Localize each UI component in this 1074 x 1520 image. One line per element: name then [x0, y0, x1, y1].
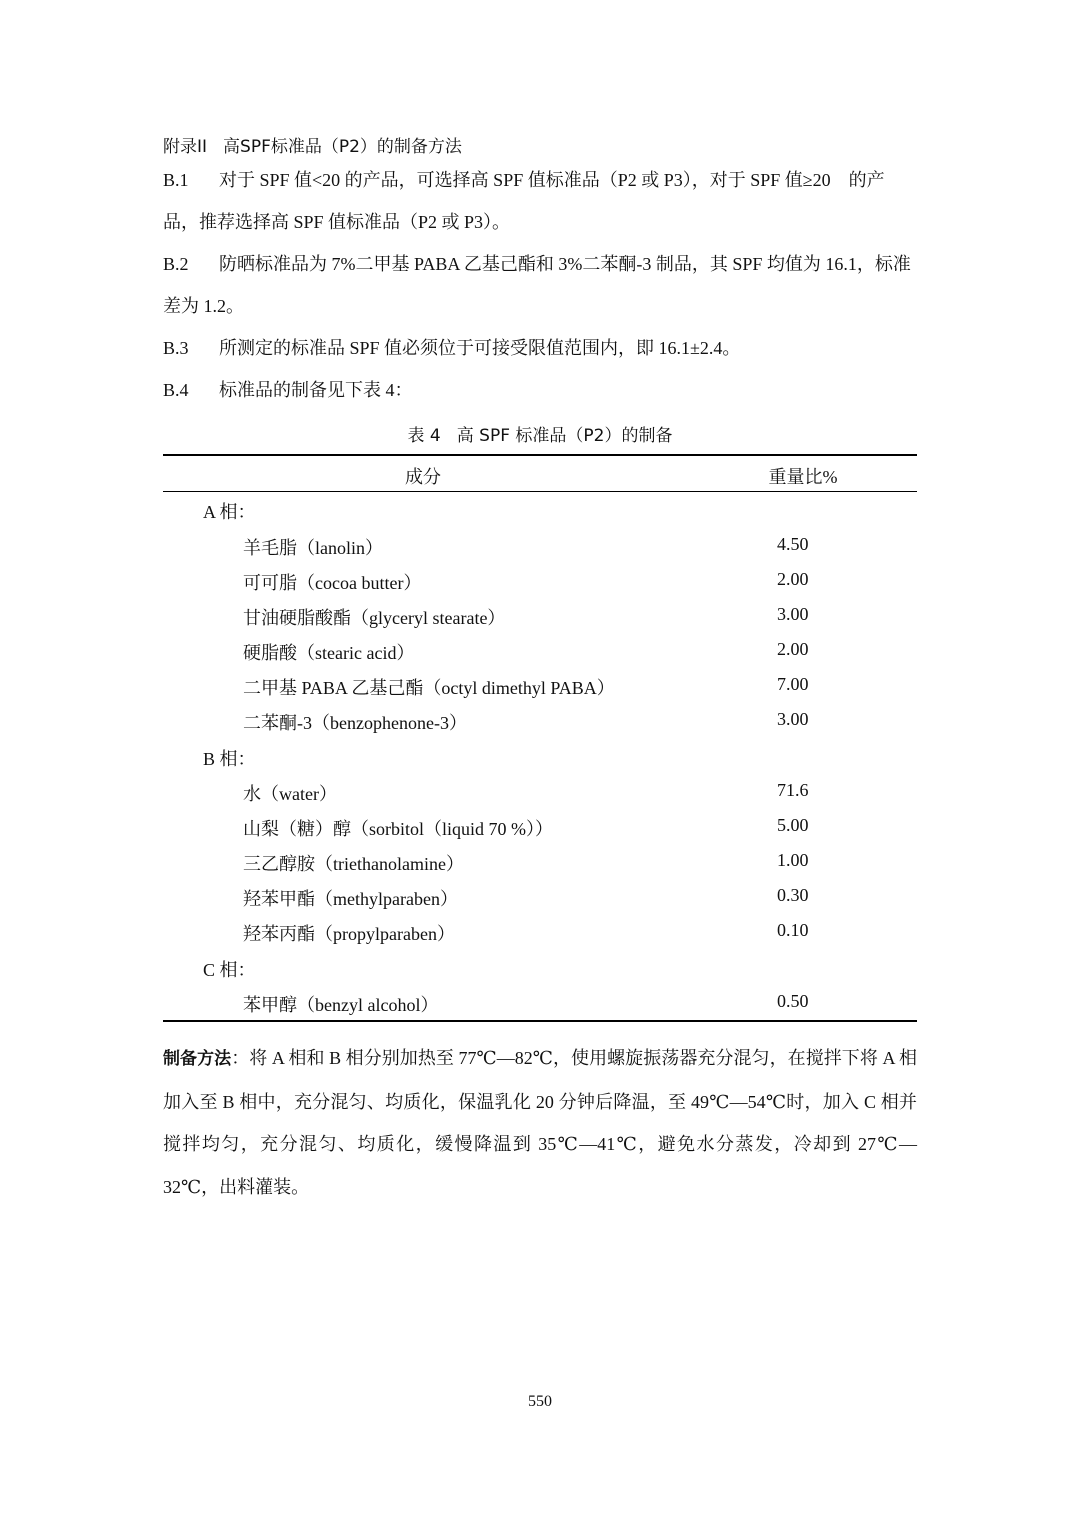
ingredient-weight: 0.30	[777, 885, 809, 905]
table-row-phase	[163, 498, 917, 533]
table-row	[163, 885, 917, 920]
ingredient-name: 羊毛脂（lanolin）	[243, 538, 383, 558]
table-row	[163, 815, 917, 850]
phase-label: A 相：	[203, 502, 256, 522]
ingredient-weight: 7.00	[777, 674, 809, 694]
ingredient-weight: 3.00	[777, 709, 809, 729]
table-row	[163, 674, 917, 709]
ingredient-weight: 2.00	[777, 569, 809, 589]
preparation-method	[163, 1037, 917, 1208]
phase-label: B 相：	[203, 749, 256, 769]
ingredient-weight: 71.6	[777, 780, 809, 800]
appendix-label: 附录II	[163, 137, 208, 157]
table-bottom-rule	[163, 1020, 917, 1022]
table-caption-number: 表 4	[407, 426, 441, 446]
paragraph-text: 对于 SPF 值<20 的产品，可选择高 SPF 值标准品（P2 或 P3），对于 SPF 值≥20 的产品，推荐选择高 SPF 值标准品（P2 或 P3）。	[163, 170, 885, 232]
table-row	[163, 850, 917, 885]
table-row	[163, 569, 917, 604]
ingredient-weight: 0.50	[777, 991, 809, 1011]
table-row	[163, 920, 917, 955]
page-number: 550	[528, 1393, 552, 1410]
ingredient-name: 三乙醇胺（triethanolamine）	[243, 854, 464, 874]
ingredient-name: 水（water）	[243, 784, 337, 804]
paragraph-b4	[163, 369, 917, 411]
document-page	[163, 0, 917, 1520]
ingredient-name: 二苯酮-3（benzophenone-3）	[243, 713, 467, 733]
table-top-rule	[163, 454, 917, 456]
paragraph-b2	[163, 243, 917, 327]
ingredient-name: 山梨（糖）醇（sorbitol（liquid 70 %））	[243, 819, 553, 839]
ingredient-weight: 4.50	[777, 534, 809, 554]
table-row	[163, 639, 917, 674]
ingredient-name: 羟苯丙酯（propylparaben）	[243, 924, 455, 944]
ingredient-name: 羟苯甲酯（methylparaben）	[243, 889, 458, 909]
paragraph-b3	[163, 327, 917, 369]
method-label: 制备方法	[163, 1049, 232, 1069]
paragraph-number: B.3	[163, 338, 189, 358]
table-row	[163, 534, 917, 569]
table-row-phase	[163, 745, 917, 780]
table-caption-title: 高 SPF 标准品（P2）的制备	[456, 426, 673, 446]
ingredient-weight: 1.00	[777, 850, 809, 870]
paragraph-number: B.1	[163, 170, 189, 190]
table-caption	[163, 421, 917, 446]
ingredient-name: 甘油硬脂酸酯（glyceryl stearate）	[243, 608, 506, 628]
table-row	[163, 604, 917, 639]
paragraph-text: 防晒标准品为 7%二甲基 PABA 乙基己酯和 3%二苯酮-3 制品，其 SPF 均值为 16.1，标准差为 1.2。	[163, 254, 911, 316]
paragraph-text: 所测定的标准品 SPF 值必须位于可接受限值范围内，即 16.1±2.4。	[219, 338, 741, 358]
table-row	[163, 709, 917, 744]
ingredient-name: 苯甲醇（benzyl alcohol）	[243, 995, 439, 1015]
appendix-title: 高SPF标准品（P2）的制备方法	[223, 137, 462, 157]
paragraph-number: B.4	[163, 380, 189, 400]
table-header-rule	[163, 491, 917, 492]
table-row	[163, 780, 917, 815]
method-text: ：将 A 相和 B 相分别加热至 77℃—82℃，使用螺旋振荡器充分混匀，在搅拌下将 A 相加入至 B 相中，充分混匀、均质化，保温乳化 20 分钟后降温，至 49℃—54℃时，加入 C 相并搅拌均匀，充分混匀、均质化，缓慢降温到 35℃—41℃，避免水分蒸发，冷却到 27℃—32℃，出料灌装。	[163, 1048, 918, 1197]
table-header-weight: 重量比%	[768, 467, 838, 487]
ingredient-name: 可可脂（cocoa butter）	[243, 573, 422, 593]
ingredient-weight: 5.00	[777, 815, 809, 835]
appendix-heading	[163, 132, 462, 157]
table-row-phase	[163, 956, 917, 991]
table-header-ingredient: 成分	[405, 467, 441, 487]
paragraph-b1	[163, 159, 917, 243]
ingredient-weight: 0.10	[777, 920, 809, 940]
ingredient-weight: 3.00	[777, 604, 809, 624]
ingredient-name: 硬脂酸（stearic acid）	[243, 643, 415, 663]
phase-label: C 相：	[203, 960, 256, 980]
ingredient-name: 二甲基 PABA 乙基己酯（octyl dimethyl PABA）	[243, 678, 615, 698]
paragraph-text: 标准品的制备见下表 4：	[219, 380, 413, 400]
paragraph-number: B.2	[163, 254, 189, 274]
ingredient-weight: 2.00	[777, 639, 809, 659]
